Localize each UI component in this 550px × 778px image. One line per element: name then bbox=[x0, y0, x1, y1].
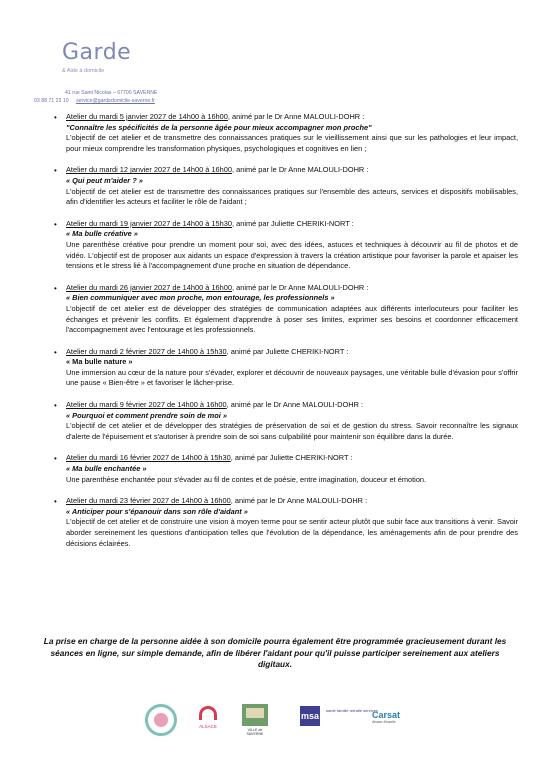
carsat-logo: Carsat Alsace-Moselle bbox=[372, 710, 401, 724]
workshop-subtitle: « Bien communiquer avec mon proche, mon entourage, les professionnels » bbox=[66, 293, 335, 303]
workshop-title bbox=[66, 283, 518, 294]
workshop-title bbox=[66, 453, 518, 464]
workshop-host: , animé par le Dr Anne MALOULI-DOHR : bbox=[232, 165, 369, 175]
bullet-icon: • bbox=[54, 219, 57, 229]
workshop-item bbox=[54, 346, 518, 389]
workshop-description: Une parenthèse enchantée pour s'évader au fil de contes et de poésie, entre imagination, douceur et émotion. bbox=[66, 474, 427, 484]
workshop-title bbox=[66, 496, 518, 507]
workshop-date: Atelier du mardi 2 février 2027 de 14h00 à 15h30 bbox=[66, 346, 227, 356]
workshop-subtitle: « Ma bulle nature » bbox=[66, 357, 133, 367]
bullet-icon: • bbox=[54, 347, 57, 357]
workshop-subtitle: « Ma bulle enchantée » bbox=[66, 464, 147, 474]
msa-tagline: santé famille retraite services bbox=[326, 708, 378, 713]
garde-logo: Garde bbox=[62, 40, 132, 65]
workshop-description: L'objectif de cet atelier et de transmettre des connaissances pratiques sur le vieillissement ainsi que sur les pathologies et leur impact, pour mieux comprendre les transformation physiques, psychologiques et cognitives en lien ; bbox=[66, 133, 518, 153]
workshop-subtitle: « Qui peut m'aider ? » bbox=[66, 175, 143, 185]
workshop-subtitle: « Anticiper pour s'épanouir dans son rôle d'aidant » bbox=[66, 506, 248, 516]
workshop-date: Atelier du mardi 9 février 2027 de 14h00 à 16h00 bbox=[66, 400, 227, 410]
email-link[interactable]: service@gardedomicile-saverne.fr bbox=[76, 98, 155, 104]
workshop-host: , animé par le Dr Anne MALOULI-DOHR : bbox=[226, 400, 364, 410]
workshop-item bbox=[54, 218, 518, 272]
bullet-icon: • bbox=[54, 283, 57, 293]
workshop-description: Une parenthèse créative pour prendre un moment pour soi, avec des idées, astuces et techniques à découvrir au fil de photos et de vidéo. L'objectif est de proposer aux aidants un espace d'expression à travers la création artistique pour favoriser la parole et apaiser les tensions et le stress lié à l'accompagnement d'une proche en situation de dépendance. bbox=[66, 239, 518, 271]
bullet-icon: • bbox=[54, 166, 57, 176]
workshop-subtitle: "Connaître les spécificités de la personne âgée pour mieux accompagner mon proche" bbox=[66, 122, 372, 132]
bullet-icon: • bbox=[54, 113, 57, 122]
workshop-description: L'objectif de cet atelier et de développer des stratégies de préservation de soi et de gestion du stress. Savoir reconnaître les signaux d'alerte de l'épuisement et s'autoriser à prendre soin de soi sans culpabilité pour maintenir son équilibre dans la durée. bbox=[66, 421, 518, 441]
workshop-item bbox=[54, 282, 518, 336]
partner-logo-circle bbox=[145, 704, 177, 736]
workshop-title bbox=[66, 112, 518, 123]
alsace-logo: ALSACE bbox=[193, 706, 223, 726]
partner-logos bbox=[0, 700, 550, 760]
workshop-date: Atelier du mardi 23 février 2027 de 14h00 à 16h00 bbox=[66, 496, 231, 506]
workshop-description: L'objectif de cet atelier et de construire une vision à moyen terme pour se sentir acteur plutôt que subir face aux transitions à venir. Savoir aborder sereinement les questions d'anticipation telles que l'évolution de la dépendance, les aménagements afin de pour prendre des décisions éclairées. bbox=[66, 517, 518, 548]
workshop-date: Atelier du mardi 12 janvier 2027 de 14h00 à 16h00 bbox=[66, 165, 232, 175]
bullet-icon: • bbox=[54, 497, 57, 507]
workshop-date: Atelier du mardi 26 janvier 2027 de 14h00 à 16h00 bbox=[66, 282, 232, 292]
workshop-subtitle: « Pourquoi et comment prendre soin de moi » bbox=[66, 410, 227, 420]
saverne-logo: VILLE de SAVERNE bbox=[242, 704, 268, 734]
workshop-date: Atelier du mardi 16 février 2027 de 14h00 à 15h30 bbox=[66, 453, 231, 463]
workshop-host: , animé par le Dr Anne MALOULI-DOHR : bbox=[230, 496, 368, 506]
workshop-subtitle: « Ma bulle créative » bbox=[66, 229, 138, 239]
workshop-title bbox=[66, 219, 518, 230]
phone: 03 88 71 23 10 bbox=[34, 98, 69, 104]
bullet-icon: • bbox=[54, 401, 57, 411]
workshop-item bbox=[54, 165, 518, 207]
workshop-title bbox=[66, 400, 518, 411]
workshop-host: , animé par le Dr Anne MALOULI-DOHR : bbox=[227, 112, 365, 121]
workshop-item bbox=[54, 453, 518, 485]
workshop-host: , animé par Juliette CHERIKI-NORT : bbox=[230, 453, 353, 463]
workshop-item bbox=[54, 112, 518, 154]
msa-logo: msa bbox=[300, 706, 320, 726]
bullet-icon: • bbox=[54, 454, 57, 464]
workshop-host: , animé par le Dr Anne MALOULI-DOHR : bbox=[232, 282, 369, 292]
contact-line bbox=[34, 98, 155, 104]
workshop-title bbox=[66, 165, 518, 176]
address: 41 rue Saint Nicolas – 67700 SAVERNE bbox=[65, 90, 158, 96]
workshop-date: Atelier du mardi 5 janvier 2027 de 14h00 à 16h00 bbox=[66, 112, 228, 121]
workshop-list bbox=[54, 112, 518, 560]
header bbox=[0, 0, 550, 110]
workshop-description: L'objectif de cet atelier est de transmettre des connaissances pratiques sur l'ensemble des acteurs, services et dispositifs mobilisables, afin d'identifier les acteurs et faciliter le rôle de l'aidant ; bbox=[66, 186, 518, 207]
workshop-item bbox=[54, 496, 518, 549]
garde-logo-subtitle: & Aide à domicile bbox=[62, 68, 105, 74]
workshop-date: Atelier du mardi 19 janvier 2027 de 14h00 à 15h30 bbox=[66, 218, 232, 228]
closing-note: La prise en charge de la personne aidée à son domicile pourra également être programmée gracieusement durant les séances en ligne, sur simple demande, afin de libérer l'aidant pour qu'il puisse participer sereinement aux ateliers digitaux. bbox=[43, 636, 507, 670]
workshop-title bbox=[66, 347, 518, 358]
workshop-description: L'objectif de cet atelier est de développer des stratégies de communication adaptées aux différents interlocuteurs pour faciliter les échanges et prévenir les conflits. Et également d'apprendre à poser ses limites, exprimer ses besoins et coordonner efficacement l'accompagnement avec l'entourage et les professionnels. bbox=[66, 303, 518, 335]
workshop-host: , animé par Juliette CHERIKI-NORT : bbox=[226, 346, 349, 356]
workshop-item bbox=[54, 400, 518, 442]
workshop-host: , animé par Juliette CHERIKI-NORT : bbox=[232, 218, 354, 228]
workshop-description: Une immersion au cœur de la nature pour s'évader, explorer et découvrir de nouveaux paysages, une véritable bulle d'évasion pour s'offrir une pause « Bien-être » et favoriser le lâcher-prise. bbox=[66, 367, 518, 388]
